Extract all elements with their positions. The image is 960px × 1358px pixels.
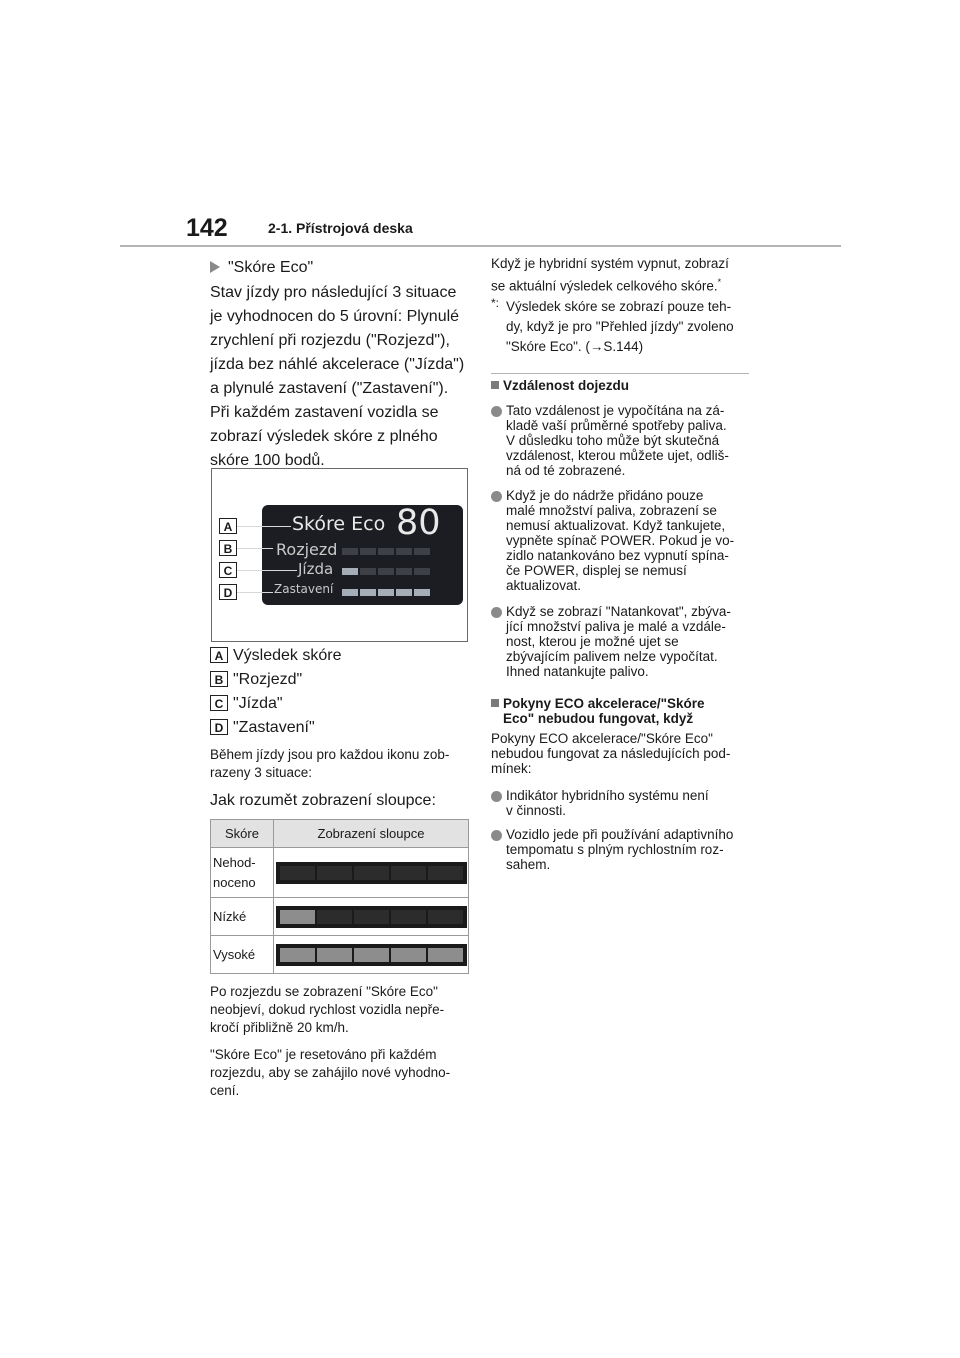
- level-segment: [280, 948, 315, 962]
- level-segment: [428, 866, 463, 880]
- footnote-marker: *:: [491, 296, 500, 310]
- level-segment: [428, 910, 463, 924]
- table-header-score: Skóre: [211, 820, 274, 848]
- text-line: je vyhodnocen do 5 úrovní: Plynulé: [210, 308, 460, 325]
- table-cell-bar: [274, 848, 469, 898]
- level-segment: [391, 948, 426, 962]
- table-cell-bar: [274, 936, 469, 974]
- text-line: Nízké: [213, 909, 247, 924]
- level-segment: [414, 548, 430, 555]
- legend-text-c: "Jízda": [233, 695, 283, 712]
- text-line: Při každém zastavení vozidla se: [210, 404, 439, 421]
- table-row: [211, 898, 469, 936]
- level-segment: [360, 548, 376, 555]
- text-line: zobrazí výsledek skóre z plného: [210, 428, 438, 445]
- total-score-paragraph: [491, 255, 751, 296]
- bullet-dot-icon: [491, 607, 502, 618]
- level-segment: [391, 866, 426, 880]
- level-segment: [396, 548, 412, 555]
- text-line: "Skóre Eco" je resetováno při každém: [210, 1047, 437, 1062]
- level-segment: [342, 589, 358, 596]
- legend-key-a: A: [210, 647, 228, 663]
- table-header-row: [211, 820, 469, 848]
- level-segment: [391, 910, 426, 924]
- text-line: zrychlení při rozjezdu ("Rozjezd"),: [210, 332, 450, 349]
- eco-intro-paragraph: Pokyny ECO akcelerace/"Skóre Eco" nebudou fungovat za následujících pod- mínek:: [491, 731, 731, 776]
- level-bar: [276, 862, 467, 884]
- text-line: noceno: [213, 874, 256, 890]
- callout-a: A: [219, 518, 237, 534]
- bar-display-table: [210, 819, 469, 974]
- section-heading-range: Vzdálenost dojezdu: [491, 378, 751, 393]
- level-segment: [317, 910, 352, 924]
- text-line: Během jízdy jsou pro každou ikonu zob-: [210, 747, 450, 762]
- header-rule: [120, 245, 841, 247]
- text-line: a plynulé zastavení ("Zastavení").: [210, 380, 449, 397]
- list-item: Když je do nádrže přidáno pouze malé množství paliva, zobrazení se nemusí aktualizovat. Když tankujete, vypněte spínač POWER. Pokud je vo- zidlo natankováno bez vypnutí spína- če POWER, displej se nemusí aktualizovat.: [491, 488, 766, 593]
- section-heading-eco: Pokyny ECO akcelerace/"Skóre Eco" nebudou fungovat, když: [491, 696, 751, 726]
- level-segment: [360, 589, 376, 596]
- legend-key-c: C: [210, 695, 228, 711]
- text-line: dy, když je pro "Přehled jízdy" zvoleno: [506, 319, 734, 334]
- legend-text-a: Výsledek skóre: [233, 647, 342, 664]
- text-line: Stav jízdy pro následující 3 situace: [210, 284, 457, 301]
- bullet-dot-icon: [491, 491, 502, 502]
- legend-text-d: "Zastavení": [233, 719, 315, 736]
- item-title-text: "Skóre Eco": [228, 259, 314, 276]
- row-label-stop: Zastavení: [274, 582, 334, 596]
- level-bar: [276, 906, 467, 928]
- legend-key-b: B: [210, 671, 228, 687]
- footnote: [491, 297, 751, 357]
- text-line: Výsledek skóre se zobrazí pouze teh-: [506, 299, 732, 314]
- level-segment: [414, 568, 430, 575]
- intro-paragraph: [210, 281, 468, 473]
- text-line: kročí přibližně 20 km/h.: [210, 1020, 349, 1035]
- level-segment: [342, 548, 358, 555]
- level-segment: [354, 910, 389, 924]
- level-bar: [276, 944, 467, 966]
- section-rule: [491, 373, 749, 374]
- text-line: razeny 3 situace:: [210, 765, 313, 780]
- legend-key-d: D: [210, 719, 228, 735]
- leader-line-c: [237, 570, 297, 571]
- square-bullet-icon: [491, 699, 499, 707]
- section-title: 2-1. Přístrojová deska: [268, 220, 413, 236]
- text-line: Po rozjezdu se zobrazení "Skóre Eco": [210, 984, 438, 999]
- level-segment: [396, 568, 412, 575]
- bullet-dot-icon: [491, 830, 502, 841]
- row-label-drive: Jízda: [298, 560, 334, 578]
- text-line: "Skóre Eco". (→S.144): [506, 339, 644, 354]
- level-segment: [317, 948, 352, 962]
- level-segment: [354, 866, 389, 880]
- callout-c: C: [219, 562, 237, 578]
- list-item: Indikátor hybridního systému není v činnosti.: [491, 788, 766, 818]
- table-row: [211, 848, 469, 898]
- arrow-right-icon: [210, 261, 220, 273]
- table-cell-label: [211, 898, 274, 936]
- row-label-start: Rozjezd: [276, 540, 338, 559]
- score-value: 80: [396, 503, 441, 543]
- text-line: Nehod-: [213, 854, 256, 870]
- level-segment: [378, 589, 394, 596]
- text-line: se aktuální výsledek celkového skóre.*: [491, 277, 722, 294]
- list-item: Vozidlo jede při používání adaptivního tempomatu s plným rychlostním roz- sahem.: [491, 827, 766, 872]
- level-segment: [342, 568, 358, 575]
- table-cell-label: [211, 848, 274, 898]
- level-segment: [378, 548, 394, 555]
- paragraph-reset: [210, 1046, 468, 1100]
- level-segment: [378, 568, 394, 575]
- eco-score-display: [262, 505, 463, 605]
- text-line: neobjeví, dokud rychlost vozidla nepře-: [210, 1002, 445, 1017]
- leader-line-a: [237, 526, 291, 527]
- legend-text-b: "Rozjezd": [233, 671, 303, 688]
- level-segment: [280, 866, 315, 880]
- text-line: Vysoké: [213, 947, 256, 962]
- footnote-text: [491, 297, 751, 357]
- level-segment: [360, 568, 376, 575]
- bullet-dot-icon: [491, 791, 502, 802]
- callout-d: D: [219, 584, 237, 600]
- table-cell-bar: [274, 898, 469, 936]
- level-segment: [317, 866, 352, 880]
- level-segment: [428, 948, 463, 962]
- text-line: cení.: [210, 1083, 240, 1098]
- list-item: Tato vzdálenost je vypočítána na zá- kladě vaší průměrné spotřeby paliva. V důsledku toho může být skutečná vzdálenost, kterou můžete ujet, odliš- ná od té zobrazené.: [491, 403, 766, 478]
- level-segment: [354, 948, 389, 962]
- table-header-bar: Zobrazení sloupce: [274, 820, 469, 848]
- page-number: 142: [186, 214, 228, 242]
- text-line: jízda bez náhlé akcelerace ("Jízda"): [210, 356, 465, 373]
- note-paragraph: [210, 746, 468, 782]
- square-bullet-icon: [491, 381, 499, 389]
- table-cell-label: [211, 936, 274, 974]
- score-label: Skóre Eco: [292, 513, 386, 535]
- callout-b: B: [219, 540, 237, 556]
- item-title: [210, 256, 468, 280]
- leader-line-d: [237, 592, 273, 593]
- text-line: Když je hybridní systém vypnut, zobrazí: [491, 256, 729, 271]
- text-line: skóre 100 bodů.: [210, 452, 325, 469]
- table-heading: Jak rozumět zobrazení sloupce:: [210, 792, 436, 809]
- paragraph-speed: [210, 983, 468, 1037]
- level-segment: [414, 589, 430, 596]
- leader-line-b: [237, 548, 273, 549]
- table-row: [211, 936, 469, 974]
- bullet-dot-icon: [491, 406, 502, 417]
- level-segment: [280, 910, 315, 924]
- list-item: Když se zobrazí "Natankovat", zbýva- jící množství paliva je malé a vzdále- nost, kterou je možné ujet se zbývajícím palivem nelze vypočítat. Ihned natankujte palivo.: [491, 604, 766, 679]
- level-segment: [396, 589, 412, 596]
- text-line: rozjezdu, aby se zahájilo nové vyhodno-: [210, 1065, 451, 1080]
